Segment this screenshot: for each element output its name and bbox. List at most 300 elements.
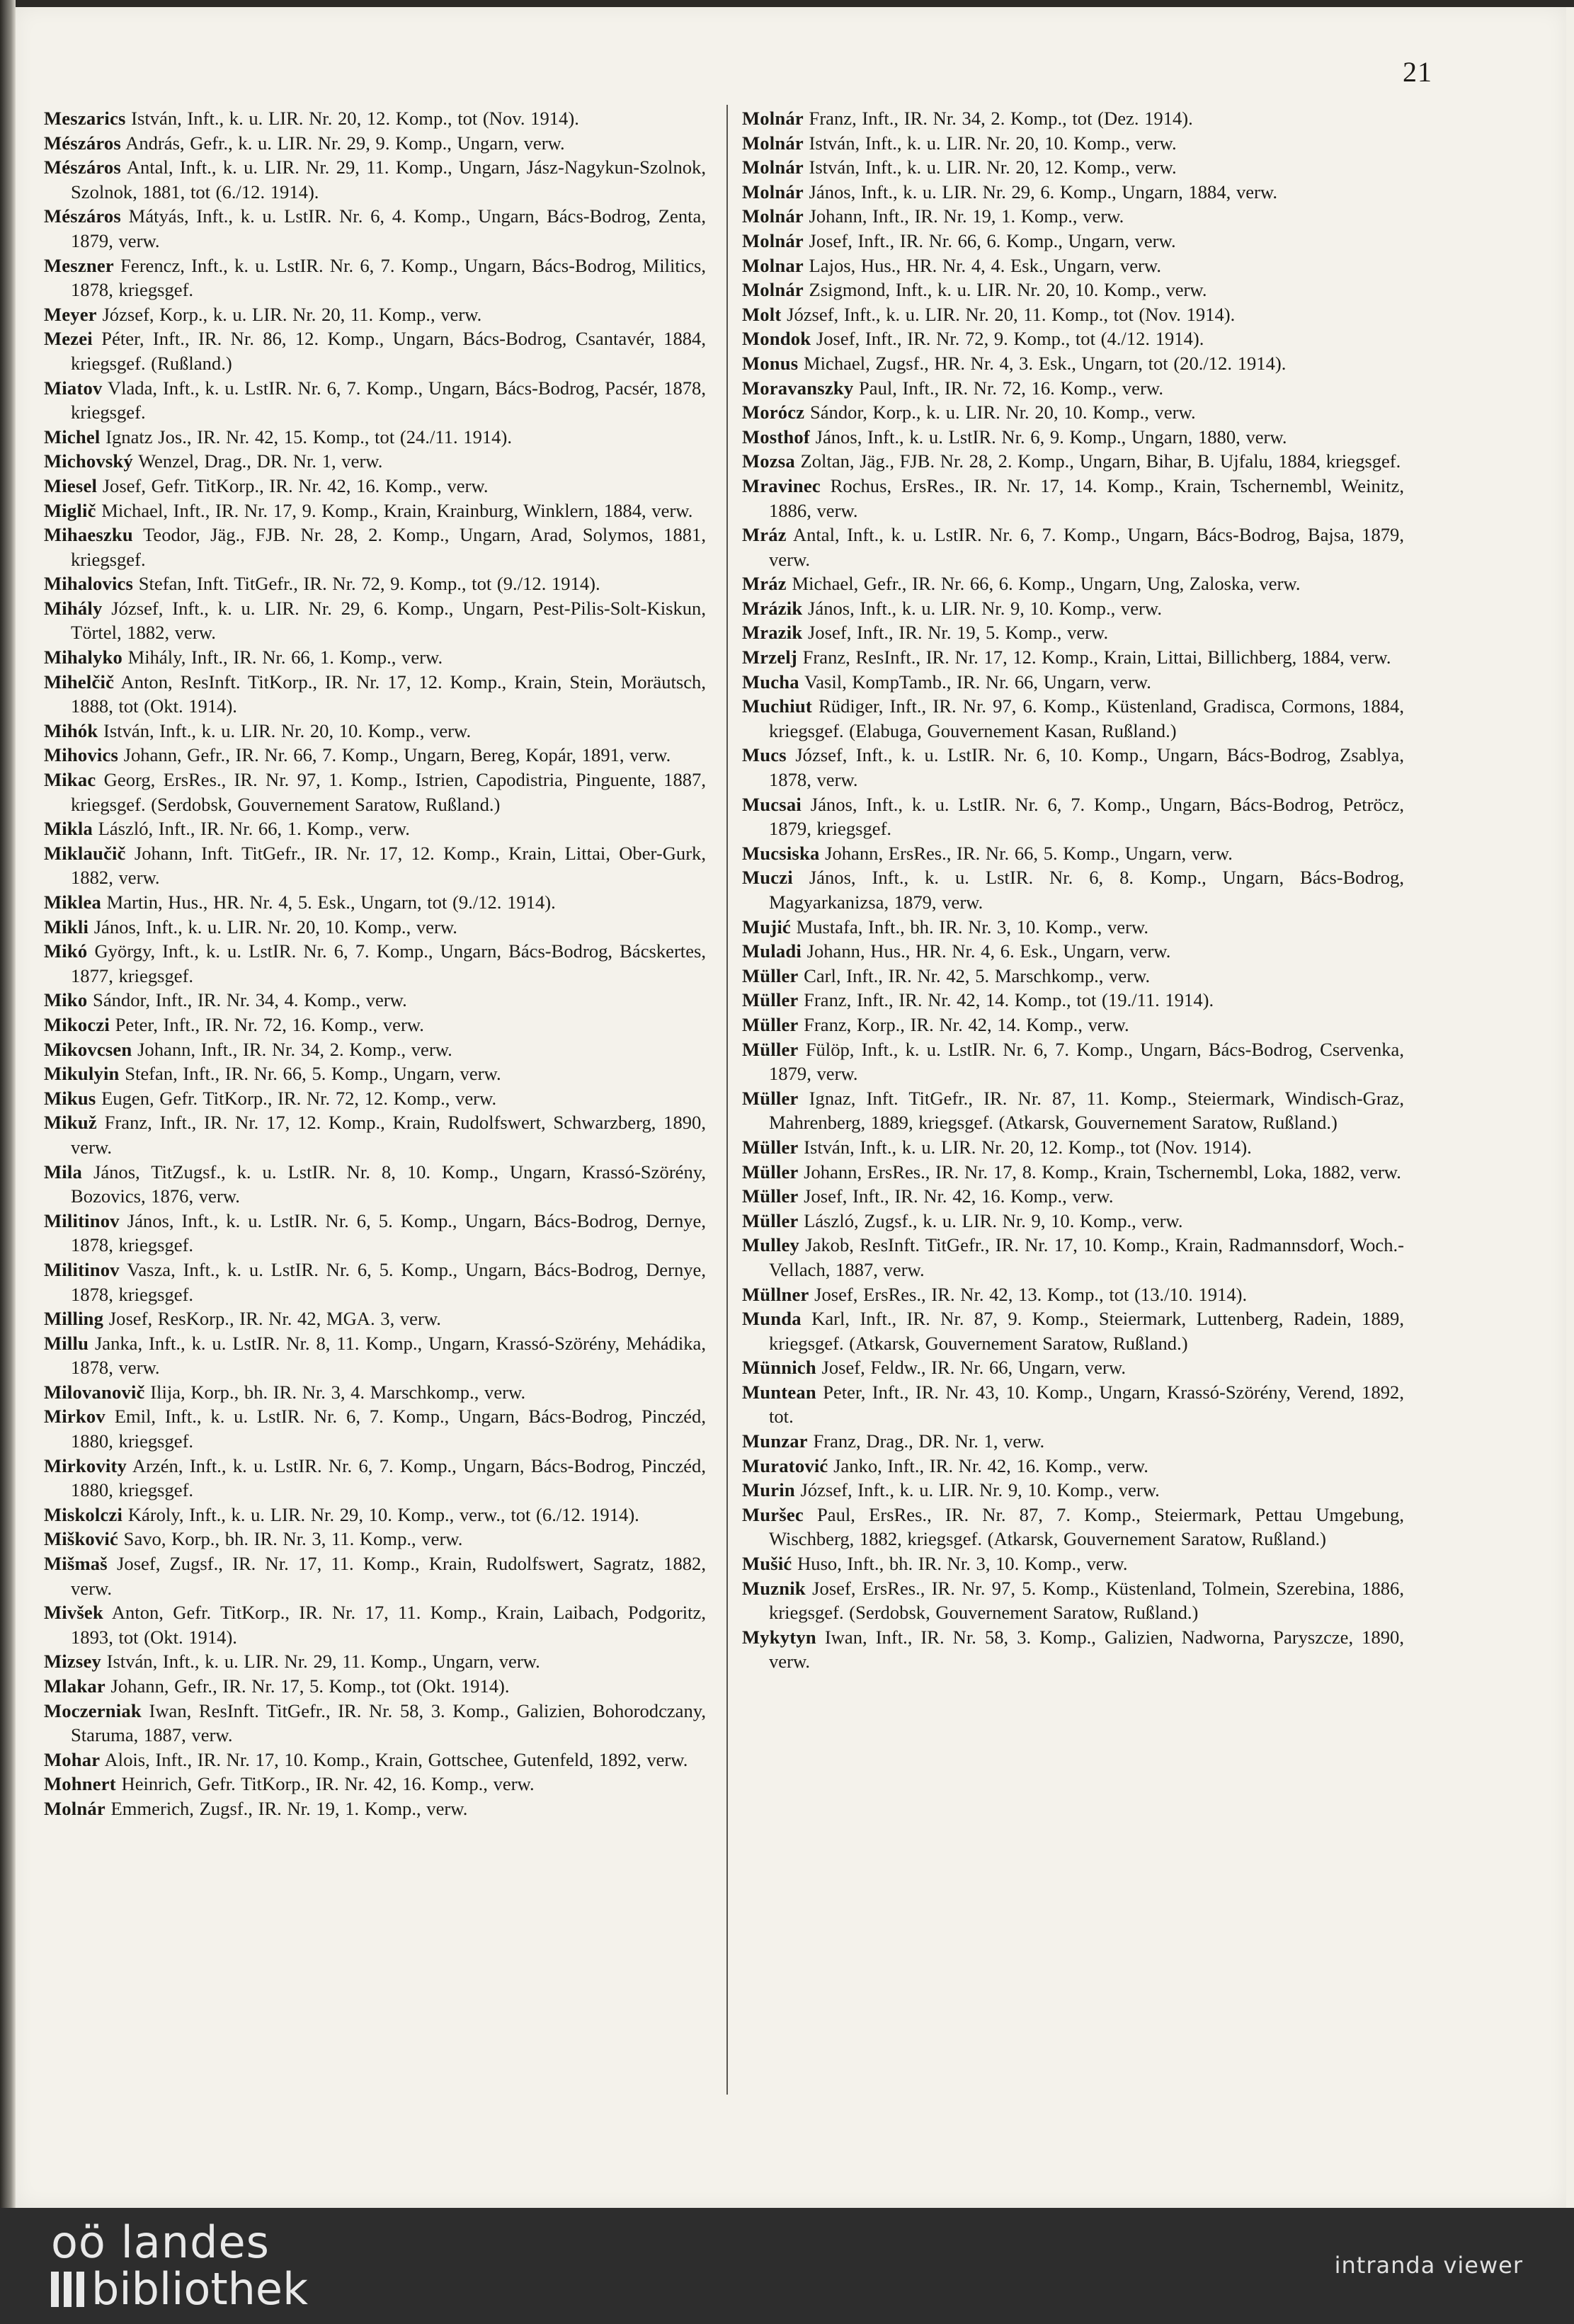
directory-entry [44, 1380, 706, 1405]
directory-entry [44, 1674, 706, 1699]
entry-surname: Müller [742, 989, 799, 1011]
directory-entry [742, 1478, 1404, 1503]
column-divider [726, 105, 728, 2095]
entry-surname: Müller [742, 964, 799, 986]
directory-entry [742, 1209, 1404, 1234]
entry-surname: Mihalovics [44, 573, 134, 595]
entry-details: Vasza, Inft., k. u. LstIR. Nr. 6, 5. Komp., Ungarn, Bács-Bodrog, Dernye, 1878, kriegsgef. [71, 1258, 706, 1305]
entry-surname: Militinov [44, 1258, 120, 1280]
entry-details: Ignatz Jos., IR. Nr. 42, 15. Komp., tot (24./11. 1914). [100, 426, 512, 448]
entry-details: János, Inft., k. u. LIR. Nr. 9, 10. Komp., verw. [802, 597, 1162, 619]
entry-details: György, Inft., k. u. LstIR. Nr. 6, 7. Komp., Ungarn, Bács-Bodrog, Bácskertes, 1877, kriegsgef. [71, 940, 706, 986]
entry-details: Mihály, Inft., IR. Nr. 66, 1. Komp., verw. [122, 646, 443, 668]
entry-surname: Miklaučič [44, 842, 126, 864]
entry-details: Franz, Inft., IR. Nr. 42, 14. Komp., tot (19./11. 1914). [798, 989, 1214, 1011]
entry-surname: Mikla [44, 818, 93, 840]
entry-surname: Miesel [44, 474, 98, 496]
entry-surname: Müller [742, 1209, 799, 1231]
entry-surname: Mucha [742, 671, 799, 693]
entry-details: Lajos, Hus., HR. Nr. 4, 4. Esk., Ungarn, verw. [803, 254, 1162, 276]
entry-details: László, Inft., IR. Nr. 66, 1. Komp., verw. [92, 818, 410, 840]
entry-surname: Molnár [742, 108, 804, 129]
entry-surname: Mravinec [742, 474, 821, 496]
directory-entry [742, 694, 1404, 743]
entry-details: Teodor, Jäg., FJB. Nr. 28, 2. Komp., Ungarn, Arad, Solymos, 1881, kriegsgef. [71, 524, 706, 570]
entry-surname: Monus [742, 352, 799, 374]
directory-entry [742, 1429, 1404, 1454]
entry-surname: Milling [44, 1308, 104, 1330]
directory-entry [44, 499, 706, 523]
entry-surname: Mulley [742, 1234, 799, 1256]
entry-details: Arzén, Inft., k. u. LstIR. Nr. 6, 7. Komp., Ungarn, Bács-Bodrog, Pinczéd, 1880, kriegsgef. [71, 1454, 706, 1501]
entry-details: Paul, ErsRes., IR. Nr. 87, 7. Komp., Steiermark, Pettau Umgebung, Wischberg, 1882, kriegsgef. (Atkarsk, Gouvernement Saratow, Rußland.) [769, 1503, 1404, 1550]
entry-surname: Molnár [44, 1797, 105, 1819]
entry-surname: Mikuž [44, 1112, 97, 1134]
directory-entry [44, 596, 706, 645]
directory-entry [44, 131, 706, 156]
entry-details: Anton, ResInft. TitKorp., IR. Nr. 17, 12. Komp., Krain, Stein, Moräutsch, 1888, tot (Okt. 1914). [71, 671, 706, 717]
directory-entry [742, 106, 1404, 131]
entry-surname: Miklea [44, 892, 101, 913]
entry-surname: Mikli [44, 916, 89, 938]
directory-entry [44, 254, 706, 302]
entry-surname: Morócz [742, 401, 805, 423]
entry-details: Alois, Inft., IR. Nr. 17, 10. Komp., Krain, Gottschee, Gutenfeld, 1892, verw. [100, 1748, 688, 1770]
entry-surname: Mészáros [44, 156, 121, 178]
entry-surname: Muršec [742, 1503, 804, 1525]
directory-entry [742, 1086, 1404, 1135]
right-column [742, 106, 1404, 1674]
entry-surname: Muntean [742, 1381, 816, 1403]
entry-surname: Muratović [742, 1454, 828, 1476]
entry-details: Georg, ErsRes., IR. Nr. 97, 1. Komp., Istrien, Capodistria, Pinguente, 1887, kriegsgef. (Serdobsk, Gouvernement Saratow, Rußland.) [71, 769, 706, 815]
left-column [44, 106, 706, 1821]
entry-details: Emil, Inft., k. u. LstIR. Nr. 6, 7. Komp., Ungarn, Bács-Bodrog, Pinczéd, 1880, kriegsgef. [71, 1406, 706, 1452]
directory-entry [742, 1135, 1404, 1160]
entry-details: Iwan, ResInft. TitGefr., IR. Nr. 58, 3. Komp., Galizien, Bohorodczany, Staruma, 1887, verw. [71, 1699, 706, 1746]
entry-details: Vlada, Inft., k. u. LstIR. Nr. 6, 7. Komp., Ungarn, Bács-Bodrog, Pacsér, 1878, kriegsgef. [71, 377, 706, 423]
directory-entry [44, 1037, 706, 1062]
directory-entry [44, 1748, 706, 1772]
directory-entry [742, 915, 1404, 940]
directory-entry [742, 1380, 1404, 1429]
entry-details: László, Zugsf., k. u. LIR. Nr. 9, 10. Komp., verw. [798, 1209, 1183, 1231]
entry-surname: Mrazik [742, 622, 803, 644]
directory-entry [742, 1454, 1404, 1479]
directory-entry [44, 1209, 706, 1258]
entry-surname: Mihelčič [44, 671, 115, 693]
directory-entry [742, 1625, 1404, 1674]
entry-details: Josef, Inft., IR. Nr. 72, 9. Komp., tot (4./12. 1914). [811, 328, 1204, 350]
entry-details: Franz, Korp., IR. Nr. 42, 14. Komp., verw. [798, 1013, 1129, 1035]
entry-details: Franz, Inft., IR. Nr. 34, 2. Komp., tot (Dez. 1914). [803, 108, 1193, 129]
entry-surname: Munzar [742, 1430, 808, 1452]
entry-details: József, Inft., k. u. LIR. Nr. 20, 11. Komp., tot (Nov. 1914). [781, 303, 1236, 325]
directory-entry [44, 939, 706, 988]
directory-entry [44, 1258, 706, 1306]
entry-details: Jakob, ResInft. TitGefr., IR. Nr. 17, 10. Komp., Krain, Radmannsdorf, Woch.-Vellach, 1887, verw. [769, 1234, 1404, 1280]
directory-entry [742, 939, 1404, 964]
entry-details: István, Inft., k. u. LIR. Nr. 20, 12. Komp., tot (Nov. 1914). [125, 108, 579, 129]
entry-details: Ignaz, Inft. TitGefr., IR. Nr. 87, 11. Komp., Steiermark, Windisch-Graz, Mahrenberg, 1889, kriegsgef. (Atkarsk, Gouvernement Saratow, Rußland.) [769, 1087, 1404, 1134]
directory-entry [44, 1699, 706, 1748]
directory-entry [44, 204, 706, 253]
directory-entry [44, 1404, 706, 1453]
directory-entry [44, 1160, 706, 1209]
entry-details: Josef, Inft., IR. Nr. 42, 16. Komp., verw. [798, 1185, 1114, 1207]
entry-details: Josef, Inft., IR. Nr. 66, 6. Komp., Ungarn, verw. [803, 229, 1176, 251]
logo-bars-icon [51, 2272, 84, 2307]
entry-details: Heinrich, Gefr. TitKorp., IR. Nr. 42, 16. Komp., verw. [115, 1773, 535, 1795]
entry-details: Zsigmond, Inft., k. u. LIR. Nr. 20, 10. Komp., verw. [803, 279, 1207, 301]
directory-entry [44, 106, 706, 131]
entry-surname: Mirkov [44, 1406, 105, 1428]
entry-details: Zoltan, Jäg., FJB. Nr. 28, 2. Komp., Ungarn, Bihar, B. Ujfalu, 1884, kriegsgef. [794, 450, 1401, 472]
library-logo[interactable] [51, 2216, 308, 2315]
entry-surname: Mizsey [44, 1651, 101, 1673]
entry-surname: Mucsiska [742, 842, 820, 864]
entry-surname: Meyer [44, 303, 97, 325]
entry-details: Josef, Feldw., IR. Nr. 66, Ungarn, verw. [816, 1357, 1126, 1379]
directory-entry [742, 1160, 1404, 1185]
entry-details: Johann, ErsRes., IR. Nr. 17, 8. Komp., Krain, Tschernembl, Loka, 1882, verw. [798, 1161, 1401, 1183]
entry-surname: Milovanovič [44, 1381, 145, 1403]
entry-surname: Molnár [742, 181, 804, 203]
directory-entry [44, 816, 706, 841]
entry-surname: Michel [44, 426, 101, 448]
entry-details: Anton, Gefr. TitKorp., IR. Nr. 17, 11. Komp., Krain, Laibach, Podgoritz, 1893, tot (Okt. 1914). [71, 1602, 706, 1648]
entry-surname: Molnár [742, 279, 804, 301]
entry-details: Carl, Inft., IR. Nr. 42, 5. Marschkomp., verw. [798, 964, 1151, 986]
directory-entry [44, 1331, 706, 1380]
directory-entry [742, 254, 1404, 278]
directory-entry [742, 1013, 1404, 1037]
directory-entry [44, 1454, 706, 1503]
directory-entry [742, 204, 1404, 229]
entry-details: István, Inft., k. u. LIR. Nr. 20, 12. Komp., tot (Nov. 1914). [798, 1136, 1252, 1158]
directory-entry [742, 964, 1404, 989]
entry-details: Franz, ResInft., IR. Nr. 17, 12. Komp., Krain, Littai, Billichberg, 1884, verw. [797, 646, 1391, 668]
entry-surname: Molnár [742, 229, 804, 251]
entry-details: János, Inft., k. u. LIR. Nr. 29, 6. Komp., Ungarn, 1884, verw. [803, 181, 1278, 203]
directory-entry [742, 425, 1404, 450]
entry-surname: Mondok [742, 328, 811, 350]
entry-details: István, Inft., k. u. LIR. Nr. 20, 10. Komp., verw. [98, 719, 472, 741]
entry-surname: Molnár [742, 132, 804, 154]
directory-entry [44, 841, 706, 890]
directory-entry [44, 670, 706, 719]
entry-surname: Mikac [44, 769, 96, 791]
entry-surname: Mikó [44, 940, 88, 962]
entry-surname: Mivšek [44, 1602, 103, 1624]
directory-entry [742, 670, 1404, 695]
entry-details: Károly, Inft., k. u. LIR. Nr. 29, 10. Komp., verw., tot (6./12. 1914). [122, 1503, 639, 1525]
entry-details: Paul, Inft., IR. Nr. 72, 16. Komp., verw. [853, 377, 1163, 399]
entry-details: Peter, Inft., IR. Nr. 43, 10. Komp., Ungarn, Krassó-Szörény, Verend, 1892, tot. [769, 1381, 1404, 1428]
directory-entry [44, 915, 706, 940]
entry-details: János, Inft., k. u. LstIR. Nr. 6, 9. Komp., Ungarn, 1880, verw. [809, 426, 1287, 448]
entry-surname: Mihovics [44, 744, 119, 766]
entry-surname: Munda [742, 1308, 802, 1330]
directory-entry [742, 1355, 1404, 1380]
directory-entry [44, 155, 706, 204]
entry-surname: Müller [742, 1038, 799, 1060]
directory-entry [742, 645, 1404, 670]
entry-details: Johann, Gefr., IR. Nr. 17, 5. Komp., tot (Okt. 1914). [105, 1675, 510, 1697]
entry-details: Franz, Inft., IR. Nr. 17, 12. Komp., Krain, Rudolfswert, Schwarzberg, 1890, verw. [71, 1112, 706, 1158]
entry-surname: Moczerniak [44, 1699, 142, 1721]
entry-surname: Mikoczi [44, 1013, 110, 1035]
entry-surname: Müller [742, 1087, 799, 1109]
entry-surname: Muladi [742, 940, 802, 962]
entry-details: Wenzel, Drag., DR. Nr. 1, verw. [132, 450, 383, 472]
directory-entry [742, 474, 1404, 523]
entry-details: Josef, Zugsf., IR. Nr. 17, 11. Komp., Krain, Rudolfswert, Sagratz, 1882, verw. [71, 1553, 706, 1599]
directory-entry [44, 449, 706, 474]
logo-text-line2: bibliothek [91, 2263, 308, 2315]
directory-entry [44, 719, 706, 744]
entry-surname: Muchiut [742, 695, 812, 717]
entry-surname: Mišković [44, 1528, 119, 1550]
entry-surname: Mihalyko [44, 646, 122, 668]
directory-entry [44, 1503, 706, 1527]
entry-surname: Mozsa [742, 450, 795, 472]
entry-surname: Mészáros [44, 132, 121, 154]
entry-surname: Miglič [44, 499, 96, 521]
entry-surname: Mucs [742, 744, 787, 766]
directory-entry [44, 1306, 706, 1331]
entry-details: Josef, Gefr. TitKorp., IR. Nr. 42, 16. Komp., verw. [97, 474, 489, 496]
entry-details: Rüdiger, Inft., IR. Nr. 97, 6. Komp., Küstenland, Gradisca, Cormons, 1884, kriegsgef. (Elabuga, Gouvernement Kasan, Rußland.) [769, 695, 1404, 741]
entry-surname: Molnár [742, 205, 804, 227]
entry-details: Johann, Inft., IR. Nr. 34, 2. Komp., verw. [132, 1038, 452, 1060]
entry-details: István, Inft., k. u. LIR. Nr. 29, 11. Komp., Ungarn, verw. [101, 1651, 540, 1673]
directory-entry [44, 425, 706, 450]
directory-entry [742, 351, 1404, 376]
entry-details: Michael, Inft., IR. Nr. 17, 9. Komp., Krain, Krainburg, Winklern, 1884, verw. [96, 499, 693, 521]
directory-entry [742, 1551, 1404, 1576]
directory-entry [742, 180, 1404, 205]
entry-details: János, Inft., k. u. LstIR. Nr. 6, 7. Komp., Ungarn, Bács-Bodrog, Petröcz, 1879, kriegsgef. [769, 793, 1404, 840]
entry-details: Savo, Korp., bh. IR. Nr. 3, 11. Komp., verw. [118, 1528, 463, 1550]
entry-details: József, Inft., k. u. LIR. Nr. 29, 6. Komp., Ungarn, Pest-Pilis-Solt-Kiskun, Törtel, 1882, verw. [71, 597, 706, 644]
directory-entry [44, 523, 706, 571]
directory-entry [742, 523, 1404, 571]
entry-surname: Molnár [742, 156, 804, 178]
directory-entry [44, 1527, 706, 1551]
directory-entry [742, 302, 1404, 327]
entry-surname: Muznik [742, 1577, 806, 1599]
entry-details: Emmerich, Zugsf., IR. Nr. 19, 1. Komp., verw. [105, 1797, 468, 1819]
entry-details: Johann, Hus., HR. Nr. 4, 6. Esk., Ungarn, verw. [801, 940, 1171, 962]
entry-surname: Mujić [742, 916, 791, 938]
entry-details: Vasil, KompTamb., IR. Nr. 66, Ungarn, verw. [799, 671, 1151, 693]
entry-surname: Mykytyn [742, 1626, 816, 1648]
directory-entry [742, 278, 1404, 302]
entry-surname: Millu [44, 1332, 89, 1354]
entry-details: Sándor, Korp., k. u. LIR. Nr. 20, 10. Komp., verw. [804, 401, 1196, 423]
directory-entry [44, 571, 706, 596]
directory-entry [44, 1772, 706, 1796]
entry-details: József, Inft., k. u. LIR. Nr. 9, 10. Komp., verw. [794, 1479, 1160, 1501]
directory-entry [742, 155, 1404, 180]
entry-details: József, Inft., k. u. LstIR. Nr. 6, 10. Komp., Ungarn, Bács-Bodrog, Zsablya, 1878, verw. [769, 744, 1404, 791]
entry-surname: Mohnert [44, 1773, 116, 1795]
directory-entry [742, 571, 1404, 596]
entry-details: János, Inft., k. u. LIR. Nr. 20, 10. Komp., verw. [89, 916, 457, 938]
entry-surname: Militinov [44, 1209, 120, 1231]
entry-details: István, Inft., k. u. LIR. Nr. 20, 10. Komp., verw. [803, 132, 1177, 154]
entry-details: Janko, Inft., IR. Nr. 42, 16. Komp., verw. [828, 1454, 1148, 1476]
entry-details: Josef, ErsRes., IR. Nr. 97, 5. Komp., Küstenland, Tolmein, Szerebina, 1886, kriegsgef. (Serdobsk, Gouvernement Saratow, Rußland.) [769, 1577, 1404, 1624]
entry-details: Ilija, Korp., bh. IR. Nr. 3, 4. Marschkomp., verw. [144, 1381, 526, 1403]
entry-details: Stefan, Inft., IR. Nr. 66, 5. Komp., Ungarn, verw. [119, 1063, 501, 1085]
directory-entry [742, 865, 1404, 914]
directory-entry [44, 1551, 706, 1600]
entry-surname: Müller [742, 1161, 799, 1183]
entry-details: János, TitZugsf., k. u. LstIR. Nr. 8, 10. Komp., Ungarn, Krassó-Szörény, Bozovics, 1876, verw. [71, 1161, 706, 1207]
directory-entry [44, 1600, 706, 1649]
directory-entry [742, 743, 1404, 792]
entry-details: József, Korp., k. u. LIR. Nr. 20, 11. Komp., verw. [96, 303, 482, 325]
entry-surname: Mosthof [742, 426, 810, 448]
entry-details: András, Gefr., k. u. LIR. Nr. 29, 9. Komp., Ungarn, verw. [120, 132, 565, 154]
entry-details: István, Inft., k. u. LIR. Nr. 20, 12. Komp., verw. [803, 156, 1177, 178]
directory-entry [44, 474, 706, 499]
directory-entry [44, 645, 706, 670]
entry-surname: Mišmaš [44, 1553, 108, 1575]
entry-surname: Mohar [44, 1748, 101, 1770]
entry-surname: Mihaeszku [44, 524, 133, 546]
entry-surname: Miskolczi [44, 1503, 123, 1525]
entry-surname: Meszner [44, 254, 114, 276]
directory-entry [44, 1061, 706, 1086]
directory-entry [742, 988, 1404, 1013]
entry-surname: Mihók [44, 719, 98, 741]
entry-details: Sándor, Inft., IR. Nr. 34, 4. Komp., verw. [87, 989, 407, 1011]
entry-details: Johann, ErsRes., IR. Nr. 66, 5. Komp., Ungarn, verw. [819, 842, 1233, 864]
directory-entry [44, 326, 706, 375]
directory-entry [742, 841, 1404, 866]
directory-entry [44, 1086, 706, 1111]
entry-surname: Mila [44, 1161, 82, 1183]
entry-details: Iwan, Inft., IR. Nr. 58, 3. Komp., Galizien, Nadworna, Paryszcze, 1890, verw. [769, 1626, 1404, 1673]
directory-entry [742, 1037, 1404, 1086]
entry-surname: Müller [742, 1013, 799, 1035]
entry-surname: Müller [742, 1136, 799, 1158]
entry-surname: Mušić [742, 1553, 792, 1575]
page-number: 21 [1403, 56, 1432, 88]
directory-entry [742, 1282, 1404, 1307]
entry-details: Josef, ErsRes., IR. Nr. 42, 13. Komp., tot (13./10. 1914). [809, 1283, 1248, 1305]
directory-entry [742, 620, 1404, 645]
entry-surname: Mezei [44, 328, 93, 350]
directory-entry [742, 596, 1404, 621]
entry-surname: Mikulyin [44, 1063, 120, 1085]
entry-details: Mustafa, Inft., bh. IR. Nr. 3, 10. Komp., verw. [790, 916, 1149, 938]
directory-entry [742, 326, 1404, 351]
entry-surname: Mrzelj [742, 646, 797, 668]
entry-surname: Mirkovity [44, 1454, 127, 1476]
entry-details: Stefan, Inft. TitGefr., IR. Nr. 72, 9. Komp., tot (9./12. 1914). [133, 573, 600, 595]
entry-details: Fülöp, Inft., k. u. LstIR. Nr. 6, 7. Komp., Ungarn, Bács-Bodrog, Cservenka, 1879, verw. [769, 1038, 1404, 1085]
entry-surname: Meszarics [44, 108, 126, 129]
directory-entry [44, 988, 706, 1013]
directory-entry [44, 1110, 706, 1159]
entry-surname: Müllner [742, 1283, 809, 1305]
entry-details: Michael, Zugsf., HR. Nr. 4, 3. Esk., Ungarn, tot (20./12. 1914). [798, 352, 1287, 374]
entry-surname: Mráz [742, 573, 787, 595]
entry-details: Peter, Inft., IR. Nr. 72, 16. Komp., verw. [109, 1013, 424, 1035]
entry-details: Ferencz, Inft., k. u. LstIR. Nr. 6, 7. Komp., Ungarn, Bács-Bodrog, Militics, 1878, kriegsgef. [71, 254, 706, 301]
entry-surname: Moravanszky [742, 377, 854, 399]
directory-entry [44, 743, 706, 768]
entry-details: Eugen, Gefr. TitKorp., IR. Nr. 72, 12. Komp., verw. [96, 1087, 497, 1109]
entry-surname: Mikovcsen [44, 1038, 132, 1060]
entry-details: Huso, Inft., bh. IR. Nr. 3, 10. Komp., verw. [792, 1553, 1128, 1575]
directory-entry [742, 792, 1404, 841]
entry-details: János, Inft., k. u. LstIR. Nr. 6, 5. Komp., Ungarn, Bács-Bodrog, Dernye, 1878, kriegsgef. [71, 1209, 706, 1256]
entry-surname: Müller [742, 1185, 799, 1207]
directory-entry [44, 1796, 706, 1821]
entry-details: Mátyás, Inft., k. u. LstIR. Nr. 6, 4. Komp., Ungarn, Bács-Bodrog, Zenta, 1879, verw. [71, 205, 706, 251]
entry-details: Péter, Inft., IR. Nr. 86, 12. Komp., Ungarn, Bács-Bodrog, Csantavér, 1884, kriegsgef. (Rußland.) [71, 328, 706, 374]
entry-surname: Muczi [742, 867, 793, 889]
entry-details: Josef, Inft., IR. Nr. 19, 5. Komp., verw. [802, 622, 1109, 644]
scan-top-edge [0, 0, 1574, 7]
directory-entry [742, 376, 1404, 401]
directory-entry [742, 400, 1404, 425]
directory-entry [742, 1503, 1404, 1551]
entry-surname: Mihály [44, 597, 103, 619]
entry-surname: Miatov [44, 377, 103, 399]
directory-entry [742, 1306, 1404, 1355]
entry-surname: Mráz [742, 524, 787, 546]
directory-entry [742, 1184, 1404, 1209]
entry-surname: Mikus [44, 1087, 96, 1109]
entry-surname: Murin [742, 1479, 795, 1501]
entry-details: Antal, Inft., k. u. LstIR. Nr. 6, 7. Komp., Ungarn, Bács-Bodrog, Bajsa, 1879, verw. [769, 524, 1404, 570]
entry-surname: Mlakar [44, 1675, 105, 1697]
entry-details: Johann, Inft. TitGefr., IR. Nr. 17, 12. Komp., Krain, Littai, Ober-Gurk, 1882, verw. [71, 842, 706, 889]
directory-entry [742, 449, 1404, 474]
directory-entry [742, 229, 1404, 254]
directory-entry [44, 376, 706, 425]
viewer-label[interactable]: intranda viewer [1334, 2252, 1523, 2279]
directory-entry [44, 1013, 706, 1037]
entry-surname: Miko [44, 989, 88, 1011]
directory-entry [742, 1576, 1404, 1625]
entry-surname: Molt [742, 303, 782, 325]
book-binding-edge [0, 0, 16, 2208]
entry-details: János, Inft., k. u. LstIR. Nr. 6, 8. Komp., Ungarn, Bács-Bodrog, Magyarkanizsa, 1879, verw. [769, 867, 1404, 913]
directory-entry [44, 1649, 706, 1674]
entry-surname: Molnar [742, 254, 804, 276]
entry-surname: Münnich [742, 1357, 816, 1379]
entry-details: Rochus, ErsRes., IR. Nr. 17, 14. Komp., Krain, Tschernembl, Weinitz, 1886, verw. [769, 474, 1404, 521]
entry-details: Michael, Gefr., IR. Nr. 66, 6. Komp., Ungarn, Ung, Zaloska, verw. [786, 573, 1301, 595]
directory-entry [44, 890, 706, 915]
entry-details: Johann, Inft., IR. Nr. 19, 1. Komp., verw. [803, 205, 1124, 227]
entry-details: Johann, Gefr., IR. Nr. 66, 7. Komp., Ungarn, Bereg, Kopár, 1891, verw. [118, 744, 671, 766]
entry-details: Martin, Hus., HR. Nr. 4, 5. Esk., Ungarn, tot (9./12. 1914). [101, 892, 556, 913]
entry-surname: Mrázik [742, 597, 803, 619]
directory-entry [44, 302, 706, 327]
entry-details: Josef, ResKorp., IR. Nr. 42, MGA. 3, verw. [103, 1308, 441, 1330]
entry-details: Antal, Inft., k. u. LIR. Nr. 29, 11. Komp., Ungarn, Jász-Nagykun-Szolnok, Szolnok, 1881, tot (6./12. 1914). [71, 156, 706, 203]
entry-details: Janka, Inft., k. u. LstIR. Nr. 8, 11. Komp., Ungarn, Krassó-Szörény, Mehádika, 1878, verw. [71, 1332, 706, 1379]
entry-details: Karl, Inft., IR. Nr. 87, 9. Komp., Steiermark, Luttenberg, Radein, 1889, kriegsgef. (Atkarsk, Gouvernement Saratow, Rußland.) [769, 1308, 1404, 1354]
